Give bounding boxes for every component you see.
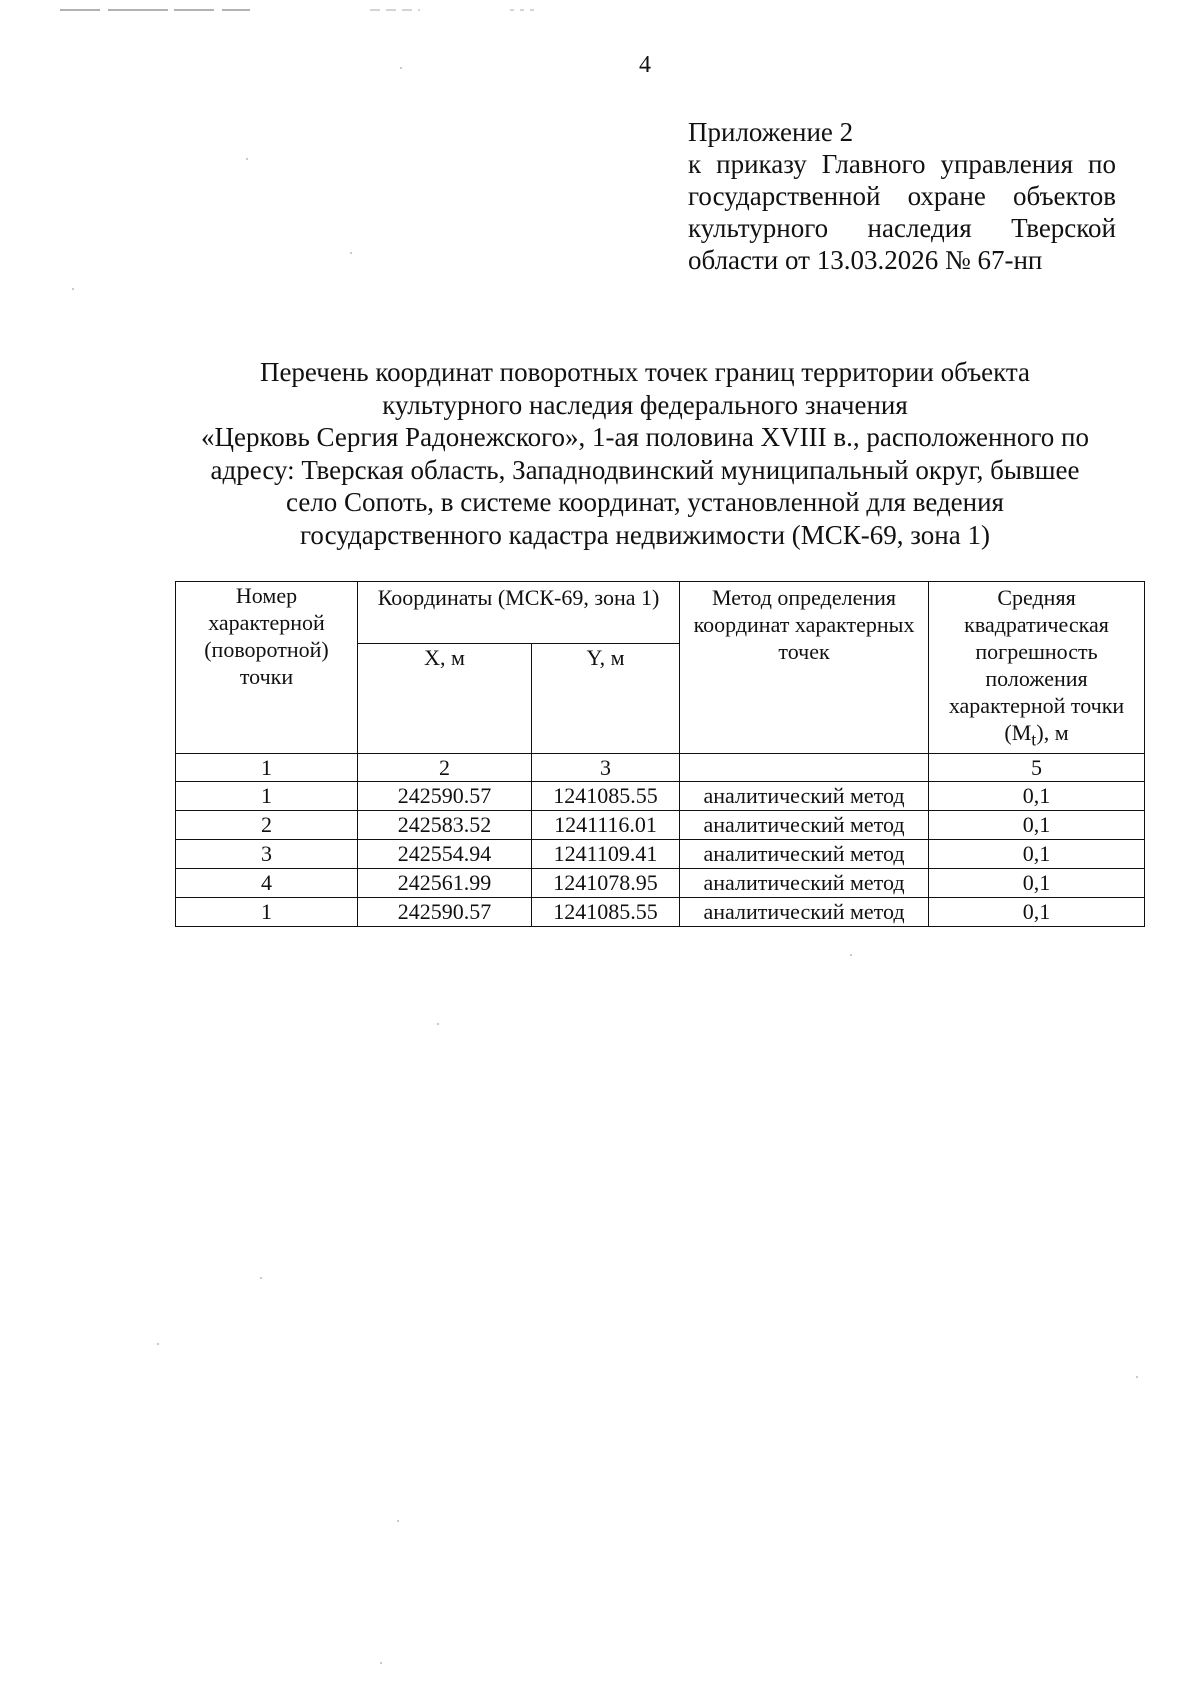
cell-error: 0,1 [929, 782, 1145, 811]
title-line: «Церковь Сергия Радонежского», 1-ая половина XVIII в., расположенного по [201, 422, 1089, 452]
table-row [176, 782, 1145, 811]
table-row [176, 869, 1145, 898]
scan-speck [350, 252, 352, 254]
scan-speck [1136, 1376, 1138, 1378]
scan-speck [437, 1023, 439, 1025]
scan-speck [260, 1277, 262, 1279]
header-y: Y, м [532, 643, 680, 754]
cell-point: 4 [176, 869, 358, 898]
header-error [929, 582, 1145, 754]
header-point-number: Номер характерной (поворотной) точки [176, 582, 358, 754]
header-row [176, 582, 1145, 644]
title-line: село Сопоть, в системе координат, установленной для ведения [286, 487, 1004, 517]
cell-error: 0,1 [929, 811, 1145, 840]
header-x: X, м [358, 643, 532, 754]
cell-x: 242590.57 [358, 898, 532, 927]
title-line: культурного наследия федерального значения [382, 389, 908, 420]
table-row [176, 811, 1145, 840]
column-number: 1 [176, 754, 358, 782]
cell-x: 242561.99 [358, 869, 532, 898]
column-number: 3 [532, 754, 680, 782]
cell-error: 0,1 [929, 898, 1145, 927]
scan-speck [850, 954, 852, 956]
cell-x: 242590.57 [358, 782, 532, 811]
column-number: 2 [358, 754, 532, 782]
cell-method: аналитический метод [680, 840, 929, 869]
cell-y: 1241078.95 [532, 869, 680, 898]
table-row [176, 840, 1145, 869]
cell-method: аналитический метод [680, 811, 929, 840]
cell-point: 1 [176, 782, 358, 811]
column-number-row [176, 754, 1145, 782]
appendix-title: Приложение 2 [688, 117, 854, 147]
cell-y: 1241116.01 [532, 811, 680, 840]
cell-point: 2 [176, 811, 358, 840]
cell-method: аналитический метод [680, 898, 929, 927]
cell-x: 242554.94 [358, 840, 532, 869]
header-coordinates-group: Координаты (МСК-69, зона 1) [358, 582, 680, 644]
title-line: адресу: Тверская область, Западнодвинский муниципальный округ, бывшее [210, 454, 1080, 485]
scan-speck [246, 158, 248, 160]
scan-edge-marks [0, 9, 1200, 13]
scan-speck [400, 67, 402, 69]
cell-point: 3 [176, 840, 358, 869]
scan-speck [157, 1343, 159, 1345]
cell-method: аналитический метод [680, 782, 929, 811]
scan-speck [72, 288, 74, 290]
title-line: Перечень координат поворотных точек границ территории объекта [259, 357, 1031, 387]
scan-speck [380, 1662, 382, 1664]
cell-y: 1241085.55 [532, 782, 680, 811]
title-line: государственного кадастра недвижимости (МСК-69, зона 1) [300, 519, 990, 550]
header-error-text: Средняя квадратическая погрешность положения характерной точки (M [948, 585, 1125, 745]
page-number: 4 [639, 52, 651, 78]
table-row [176, 898, 1145, 927]
cell-y: 1241085.55 [532, 898, 680, 927]
header-method: Метод определения координат характерных точек [680, 582, 929, 754]
cell-y: 1241109.41 [532, 840, 680, 869]
document-title [160, 356, 1130, 551]
scan-speck [397, 1520, 399, 1522]
cell-error: 0,1 [929, 869, 1145, 898]
cell-error: 0,1 [929, 840, 1145, 869]
appendix-body: к приказу Главного управления по государственной охране объектов культурного наследия Тверской области от 13.03.2026 № 67-нп [688, 149, 1116, 275]
header-error-unit: ), м [1036, 720, 1069, 745]
cell-point: 1 [176, 898, 358, 927]
cell-method: аналитический метод [680, 869, 929, 898]
appendix-block [688, 116, 1116, 276]
header-error-subscript: t [1031, 729, 1037, 750]
scan-top-edge [0, 0, 1200, 4]
column-number: 5 [929, 754, 1145, 782]
coordinates-table [175, 581, 1145, 927]
column-number [680, 754, 929, 782]
cell-x: 242583.52 [358, 811, 532, 840]
